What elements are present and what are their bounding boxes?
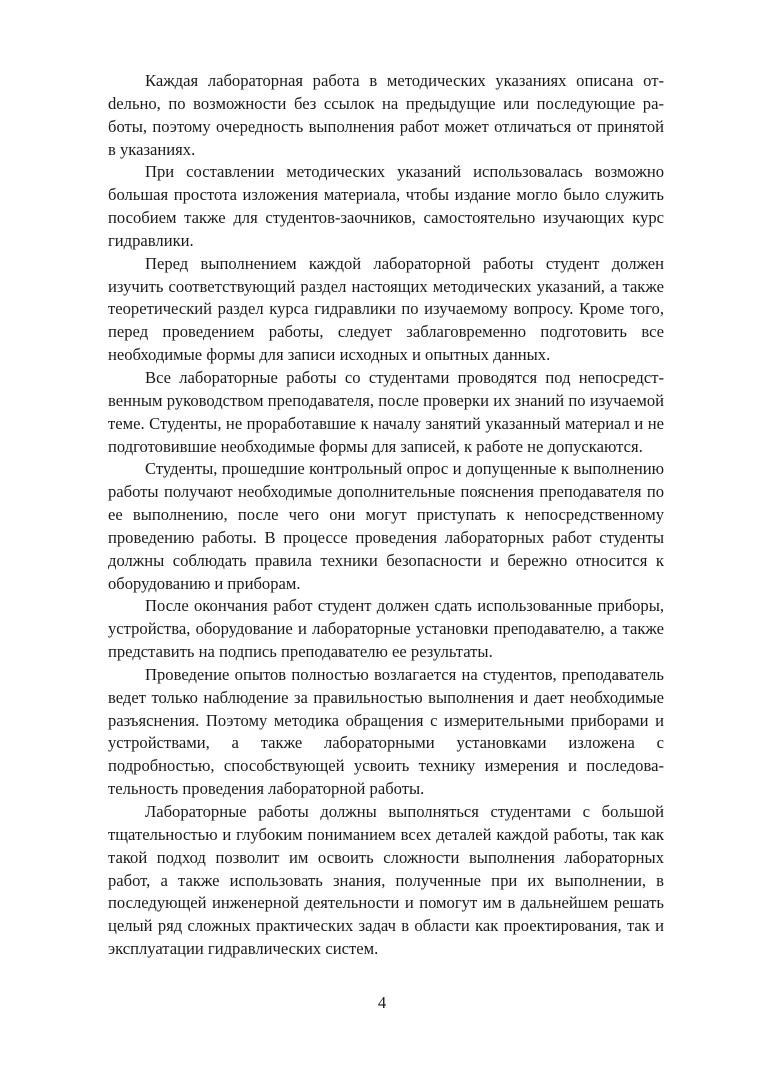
paragraph-4: Все лабораторные работы со студентами проводятся под непосредственным руководством преподавателя, после проверки их знаний по изучаемой теме. Студенты, не проработавшие к началу занятий указанный материал и не подготовившие необходимые формы для записей, к работе не допускаются. [108,367,664,456]
paragraph-7: Проведение опытов полностью возлагается на студентов, преподаватель ведет только наблюдение за правильностью выполнения и дает необходимые разъяснения. Поэтому методика обращения с измерительными приборами и устройствами, а также лабораторными установками изложена с подробностью, способствующей усвоить технику измерения и последовательность проведения лабораторной работы. [108,664,664,799]
paragraph-6: После окончания работ студент должен сдать использованные приборы, устройства, оборудование и лабораторные установки преподавателю, а также представить на подпись преподавателю ее результаты. [108,596,664,662]
paragraph-1: Каждая лабораторная работа в методических указаниях описана отdельно, по возможности без ссылок на предыдущие или последующие работы, поэтому очередность выполнения работ может отличаться от принятой в указаниях. [108,71,664,159]
paragraph-2: При составлении методических указаний использовалась возможно большая простота изложения материала, чтобы издание могло было служить пособием также для студентов-заочников, самостоятельно изучающих курс гидравлики. [108,162,664,250]
page-number: 4 [377,993,387,1012]
body-text [108,70,664,961]
paragraph-5: Студенты, прошедшие контрольный опрос и допущенные к выполнению работы получают необходимые дополнительные пояснения преподавателя по ее выполнению, после чего они могут приступать к непосредственному проведению работы. В процессе проведения лабораторных работ студенты должны соблюдать правила техники безопасности и бережно относится к оборудованию и приборам. [108,459,664,593]
paragraph-3: Перед выполнением каждой лабораторной работы студент должен изучить соответствующий раздел настоящих методических указаний, а также теоретический раздел курса гидравлики по изучаемому вопросу. Кроме того, перед проведением работы, следует заблаговременно подготовить все необходимые формы для записи исходных и опытных данных. [108,253,664,365]
paragraph-8: Лабораторные работы должны выполняться студентами с большой тщательностью и глубоким пониманием всех деталей каждой работы, так как такой подход позволит им освоить сложности выполнения лабораторных работ, а также использовать знания, полученные при их выполнении, в последующей инженерной деятельности и помогут им в дальнейшем решать целый ряд сложных практических задач в области как проектирования, так и эксплуатации гидравлических систем. [108,802,664,959]
